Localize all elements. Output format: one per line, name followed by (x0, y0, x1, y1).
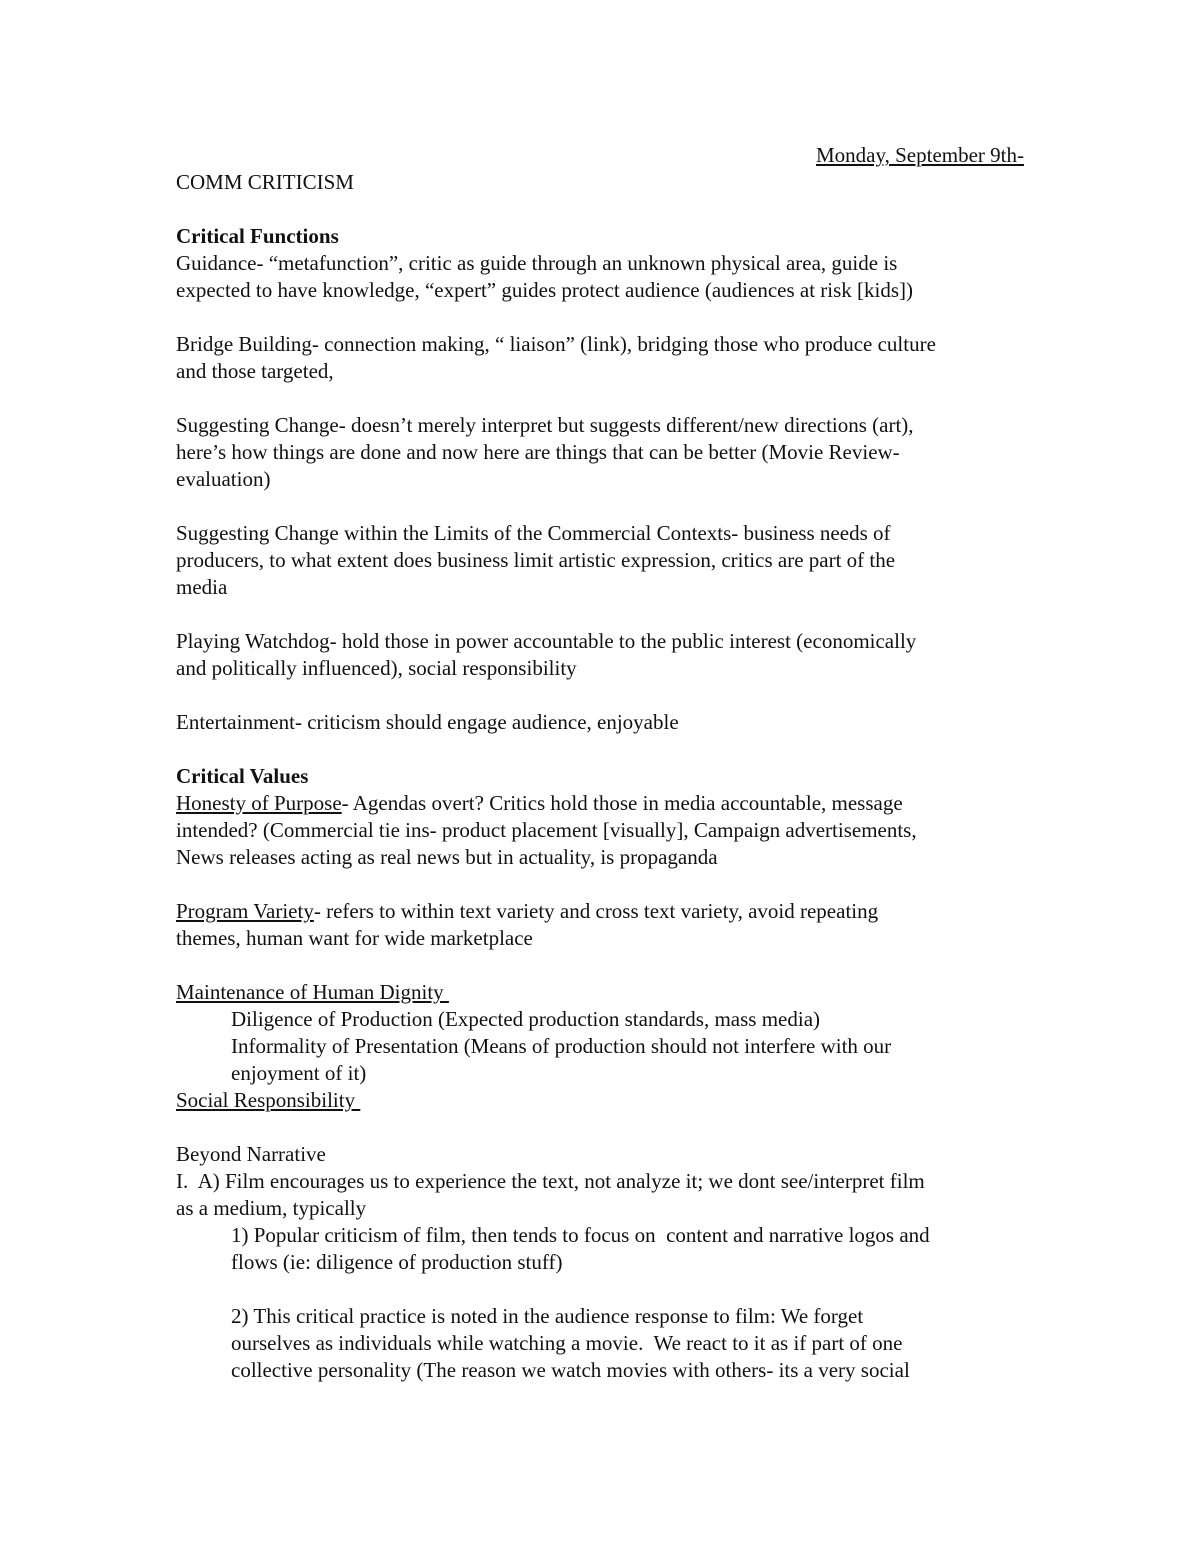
value-term: Honesty of Purpose (176, 791, 342, 815)
text-line: 1) Popular criticism of film, then tends to focus on content and narrative logos and (231, 1223, 930, 1247)
value-honesty-of-purpose (176, 790, 1026, 871)
text-line: Informality of Presentation (Means of production should not interfere with our (231, 1034, 892, 1058)
value-description: - Agendas overt? Critics hold those in media accountable, message (341, 791, 903, 815)
spacer (176, 736, 1026, 763)
function-suggesting-change (176, 412, 1026, 493)
value-term: Program Variety (176, 899, 314, 923)
lecture-date: Monday, September 9th- (815, 143, 1024, 167)
text-line: I. A) Film encourages us to experience the text, not analyze it; we dont see/interpret film (176, 1169, 925, 1193)
text-line (176, 790, 1026, 817)
critical-functions-heading: Critical Functions (176, 224, 339, 248)
spacer (176, 871, 1026, 898)
document-page (176, 142, 1026, 1384)
function-entertainment (176, 709, 1026, 736)
beyond-narrative-heading: Beyond Narrative (176, 1142, 326, 1166)
spacer (176, 385, 1026, 412)
spacer (176, 196, 1026, 223)
text-line: News releases acting as real news but in actuality, is propaganda (176, 845, 718, 869)
text-line: Guidance- “metafunction”, critic as guide through an unknown physical area, guide is (176, 251, 898, 275)
text-line: here’s how things are done and now here are things that can be better (Movie Review- (176, 440, 900, 464)
spacer (176, 682, 1026, 709)
function-guidance (176, 250, 1026, 304)
function-bridge-building (176, 331, 1026, 385)
value-program-variety (176, 898, 1026, 952)
spacer (176, 1114, 1026, 1141)
value-human-dignity (176, 979, 1026, 1087)
text-line: as a medium, typically (176, 1196, 367, 1220)
text-line: producers, to what extent does business limit artistic expression, critics are part of the (176, 548, 896, 572)
text-line: Entertainment- criticism should engage audience, enjoyable (176, 710, 679, 734)
text-line: flows (ie: diligence of production stuff) (231, 1250, 563, 1274)
outline-point-2 (176, 1303, 1026, 1384)
text-line: ourselves as individuals while watching a movie. We react to it as if part of one (231, 1331, 903, 1355)
text-line: Suggesting Change within the Limits of the Commercial Contexts- business needs of (176, 521, 891, 545)
text-line: expected to have knowledge, “expert” guides protect audience (audiences at risk [kids]) (176, 278, 914, 302)
outline-point-a (176, 1168, 1026, 1222)
spacer (176, 304, 1026, 331)
text-line: themes, human want for wide marketplace (176, 926, 533, 950)
text-line: Suggesting Change- doesn’t merely interpret but suggests different/new directions (art), (176, 413, 914, 437)
text-line: Diligence of Production (Expected production standards, mass media) (231, 1007, 821, 1031)
text-line: and those targeted, (176, 359, 334, 383)
text-line (176, 979, 1026, 1006)
course-title: COMM CRITICISM (176, 170, 354, 194)
text-line: intended? (Commercial tie ins- product placement [visually], Campaign advertisements, (176, 818, 917, 842)
value-term: Maintenance of Human Dignity (176, 980, 449, 1004)
text-line: Playing Watchdog- hold those in power accountable to the public interest (economically (176, 629, 917, 653)
outline-point-1 (176, 1222, 1026, 1276)
critical-values-heading: Critical Values (176, 764, 309, 788)
text-line: Bridge Building- connection making, “ liaison” (link), bridging those who produce culture (176, 332, 936, 356)
function-commercial-contexts (176, 520, 1026, 601)
text-line: and politically influenced), social responsibility (176, 656, 577, 680)
text-line: collective personality (The reason we watch movies with others- its a very social (231, 1358, 910, 1382)
text-line (176, 1087, 1026, 1114)
text-line (176, 898, 1026, 925)
value-social-responsibility (176, 1087, 1026, 1114)
function-playing-watchdog (176, 628, 1026, 682)
value-term: Social Responsibility (176, 1088, 361, 1112)
text-line: enjoyment of it) (231, 1061, 367, 1085)
value-description: - refers to within text variety and cross text variety, avoid repeating (313, 899, 879, 923)
text-line: media (176, 575, 228, 599)
text-line: 2) This critical practice is noted in the audience response to film: We forget (231, 1304, 864, 1328)
text-line: evaluation) (176, 467, 271, 491)
spacer (176, 601, 1026, 628)
spacer (176, 952, 1026, 979)
spacer (176, 1276, 1026, 1303)
spacer (176, 493, 1026, 520)
